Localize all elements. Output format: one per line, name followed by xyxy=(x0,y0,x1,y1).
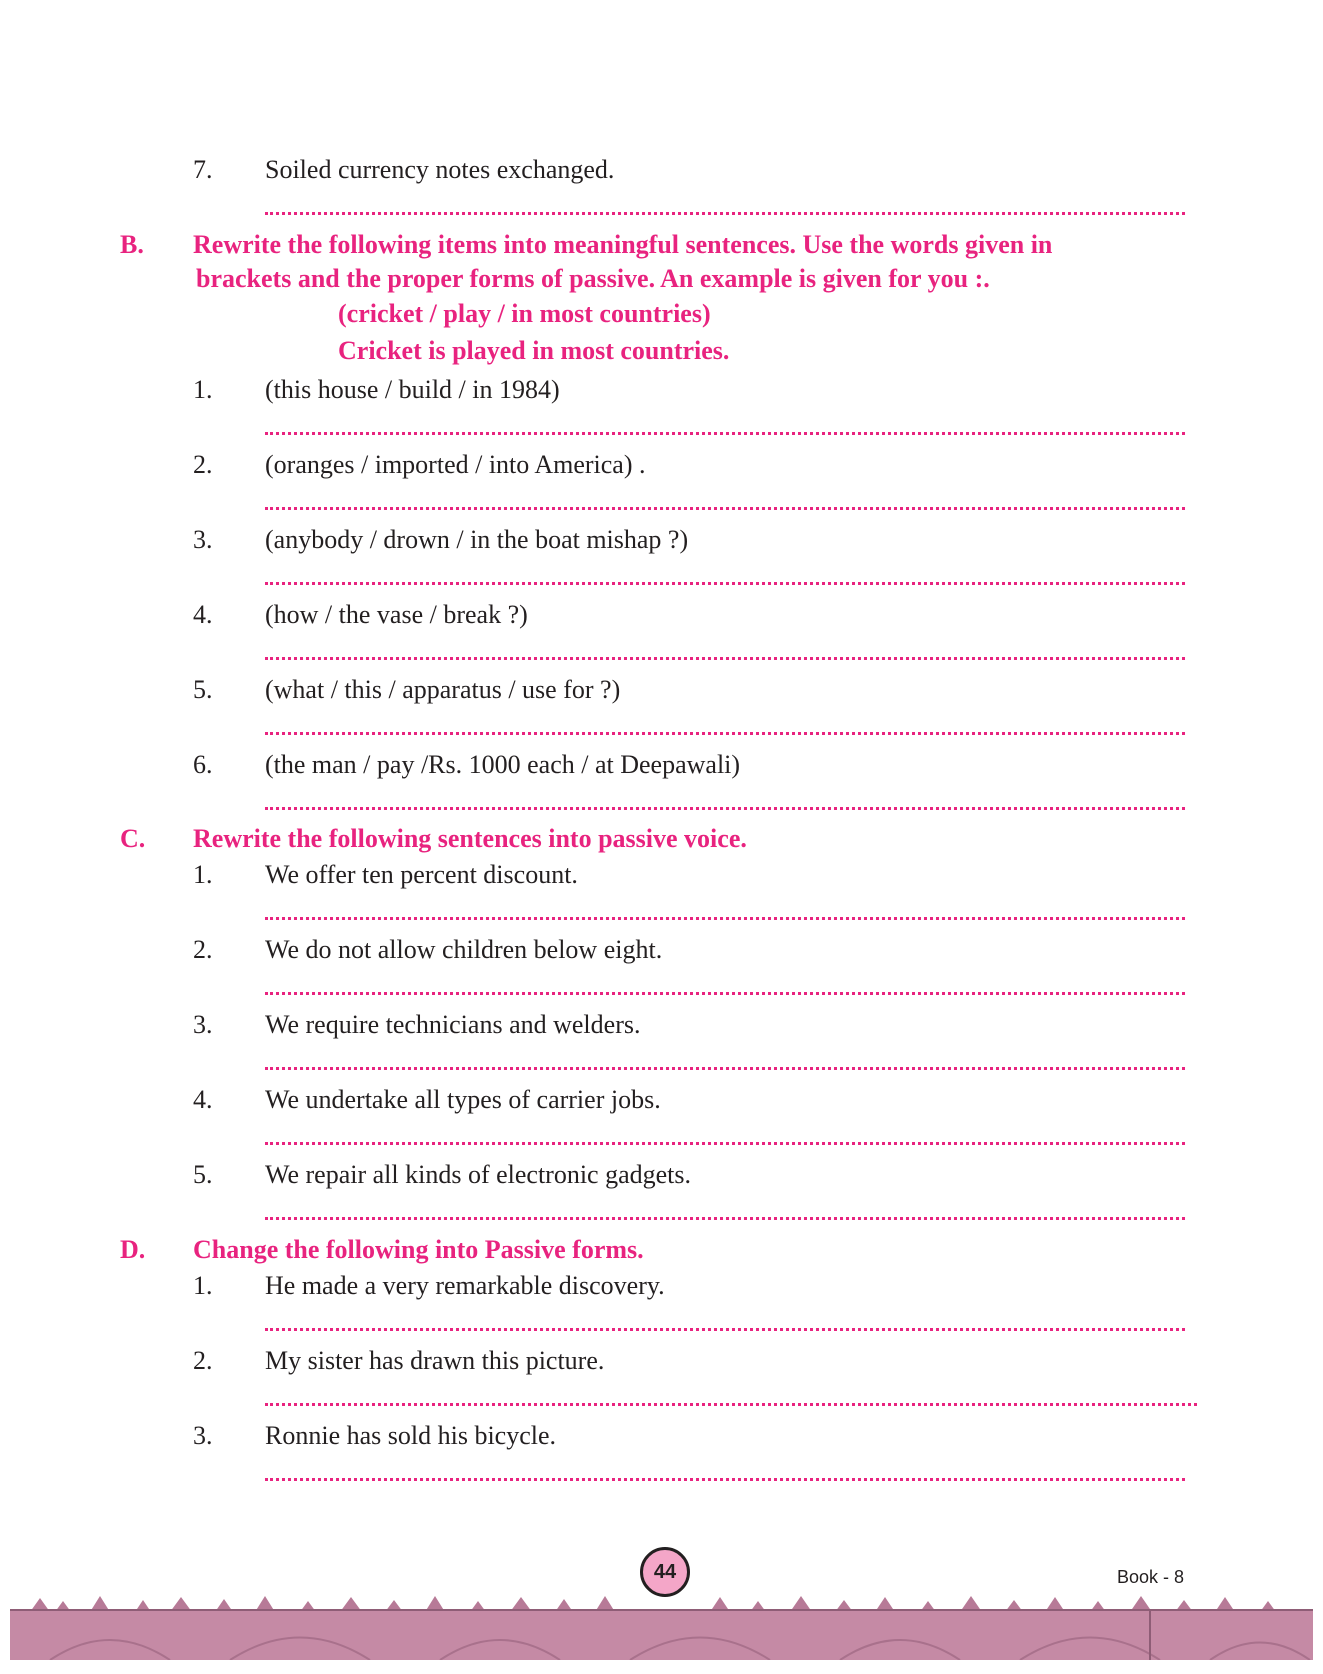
answer-line[interactable] xyxy=(265,507,1185,510)
item-text: (how / the vase / break ?) xyxy=(265,600,528,629)
item-number: 2. xyxy=(193,450,213,479)
answer-line[interactable] xyxy=(265,1142,1185,1145)
answer-line[interactable] xyxy=(265,1328,1185,1331)
item-number: 2. xyxy=(193,935,213,964)
answer-line[interactable] xyxy=(265,917,1185,920)
answer-line[interactable] xyxy=(265,582,1185,585)
answer-line[interactable] xyxy=(265,992,1185,995)
item-text: He made a very remarkable discovery. xyxy=(265,1271,665,1300)
answer-line[interactable] xyxy=(265,1217,1185,1220)
book-label: Book - 8 xyxy=(1117,1567,1185,1587)
item-text: We offer ten percent discount. xyxy=(265,860,578,889)
item-number: 5. xyxy=(193,1160,213,1189)
section-instruction: Change the following into Passive forms. xyxy=(193,1235,644,1264)
section-instruction-line2: brackets and the proper forms of passive. An example is given for you :. xyxy=(196,264,990,293)
item-number: 5. xyxy=(193,675,213,704)
item-text: Soiled currency notes exchanged. xyxy=(265,155,615,184)
item-text: We undertake all types of carrier jobs. xyxy=(265,1085,661,1114)
answer-line[interactable] xyxy=(265,807,1185,810)
item-number: 3. xyxy=(193,525,213,554)
item-number: 3. xyxy=(193,1010,213,1039)
item-text: We require technicians and welders. xyxy=(265,1010,641,1039)
page-number-badge xyxy=(640,1547,690,1597)
item-number: 4. xyxy=(193,600,213,629)
section-letter: B. xyxy=(120,230,144,259)
item-number: 6. xyxy=(193,750,213,779)
item-text: We do not allow children below eight. xyxy=(265,935,663,964)
item-number: 1. xyxy=(193,375,213,404)
item-number: 7. xyxy=(193,155,213,184)
item-text: My sister has drawn this picture. xyxy=(265,1346,605,1375)
item-number: 3. xyxy=(193,1421,213,1450)
item-text: (oranges / imported / into America) . xyxy=(265,450,646,479)
item-text: Ronnie has sold his bicycle. xyxy=(265,1421,557,1450)
item-text: (the man / pay /Rs. 1000 each / at Deepawali) xyxy=(265,750,741,779)
section-instruction: Rewrite the following sentences into passive voice. xyxy=(193,824,747,853)
item-text: (this house / build / in 1984) xyxy=(265,375,560,404)
answer-line[interactable] xyxy=(265,212,1185,215)
example-answer: Cricket is played in most countries. xyxy=(338,336,730,365)
item-number: 2. xyxy=(193,1346,213,1375)
answer-line[interactable] xyxy=(265,432,1185,435)
answer-line[interactable] xyxy=(265,1478,1185,1481)
section-letter: D. xyxy=(120,1235,146,1264)
item-text: (anybody / drown / in the boat mishap ?) xyxy=(265,525,689,554)
item-number: 1. xyxy=(193,860,213,889)
answer-line[interactable] xyxy=(265,1403,1197,1406)
item-number: 1. xyxy=(193,1271,213,1300)
example-prompt: (cricket / play / in most countries) xyxy=(338,299,711,328)
answer-line[interactable] xyxy=(265,732,1185,735)
item-text: We repair all kinds of electronic gadgets. xyxy=(265,1160,692,1189)
section-letter: C. xyxy=(120,824,146,853)
item-number: 4. xyxy=(193,1085,213,1114)
answer-line[interactable] xyxy=(265,657,1185,660)
page-number: 44 xyxy=(653,1560,677,1583)
answer-line[interactable] xyxy=(265,1067,1185,1070)
section-instruction-line1: Rewrite the following items into meaningful sentences. Use the words given in xyxy=(193,230,1053,259)
item-text: (what / this / apparatus / use for ?) xyxy=(265,675,621,704)
